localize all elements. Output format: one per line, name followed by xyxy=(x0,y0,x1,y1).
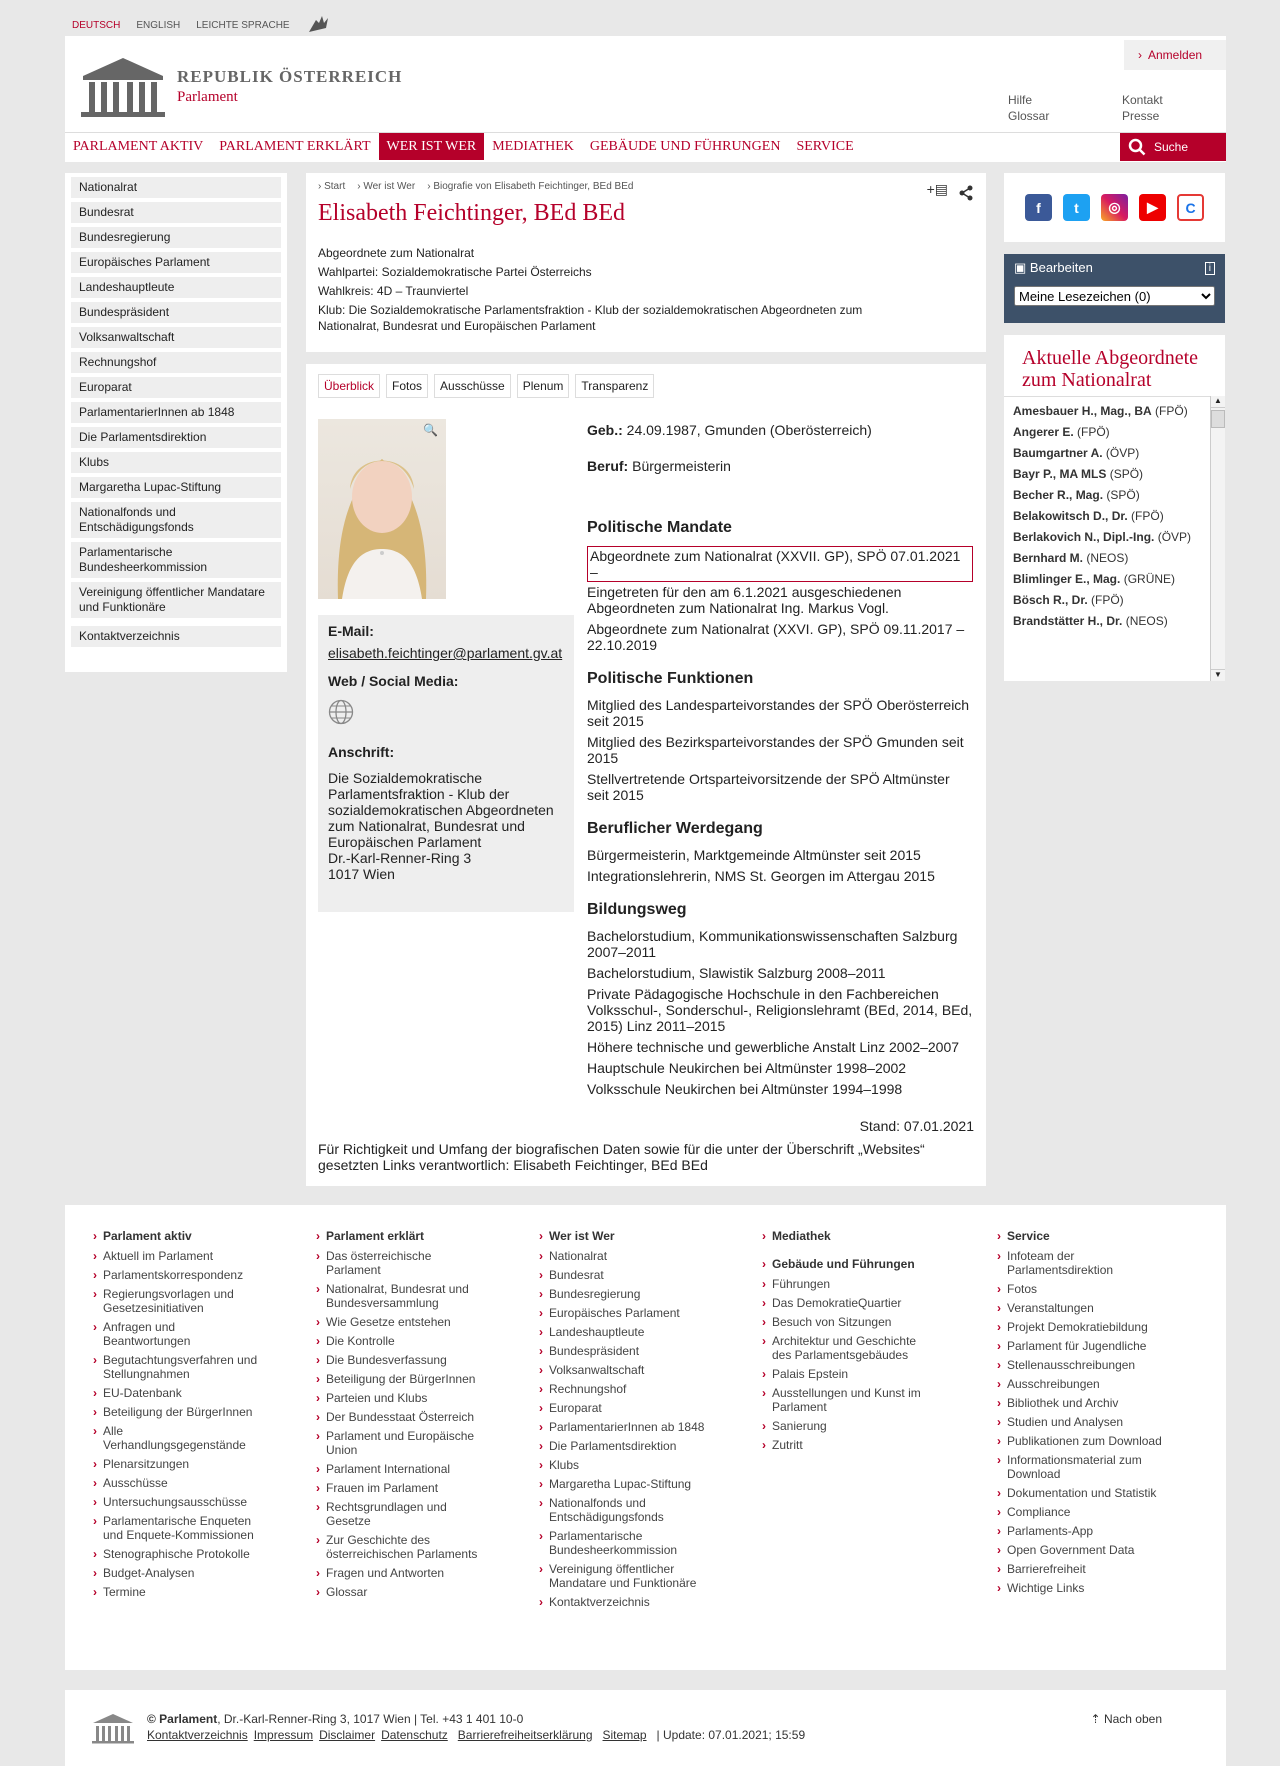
footer-link[interactable]: › Budget-Analysen xyxy=(93,1566,263,1580)
address-label: Anschrift: xyxy=(328,744,395,760)
lang-de[interactable]: DEUTSCH xyxy=(72,20,121,31)
footer-link[interactable]: › Führungen xyxy=(762,1277,932,1291)
search-button[interactable] xyxy=(1120,133,1226,161)
sidebar-item[interactable]: Die Parlamentsdirektion xyxy=(71,427,281,448)
breadcrumb-wer-ist-wer[interactable]: › Wer ist Wer xyxy=(357,181,416,192)
bookmarks-select[interactable] xyxy=(1014,286,1215,306)
mandate-item: Abgeordnete zum Nationalrat (XXVII. GP), SPÖ 07.01.2021 – xyxy=(587,546,973,582)
copyright: © Parlament xyxy=(147,1712,218,1726)
footer-link[interactable]: › Informationsmaterial zum Download xyxy=(997,1453,1177,1481)
footer-link[interactable]: › Zur Geschichte des österreichischen Parlaments xyxy=(316,1533,486,1561)
update-info: | Update: 07.01.2021; 15:59 xyxy=(656,1728,806,1742)
education-item: Private Pädagogische Hochschule in den Fachbereichen Volksschul-, Sonderschul-, Religionslehramt (BEd, 2014, BEd, 2015) Linz 2011–2015 xyxy=(587,986,973,1034)
sidebar-item[interactable]: Volksanwaltschaft xyxy=(71,327,281,348)
footer-link[interactable]: › Bundesregierung xyxy=(539,1287,709,1301)
sidebar-item[interactable]: Europarat xyxy=(71,377,281,398)
born-value: 24.09.1987, Gmunden (Oberösterreich) xyxy=(622,422,872,438)
tab-fotos[interactable]: Fotos xyxy=(386,374,428,398)
footer-link[interactable]: › Bundespräsident xyxy=(539,1344,709,1358)
function-item: Stellvertretende Ortsparteivorsitzende der SPÖ Altmünster seit 2015 xyxy=(587,771,950,803)
footer-column xyxy=(93,1229,293,1604)
footer-link[interactable]: › Palais Epstein xyxy=(762,1367,932,1381)
footer-link[interactable]: › Barrierefreiheit xyxy=(997,1562,1177,1576)
footer-link[interactable]: › Parlamentskorrespondenz xyxy=(93,1268,263,1282)
logo-subtitle: Parlament xyxy=(177,88,238,105)
list-item[interactable]: Belakowitsch D., Dr. (FPÖ) xyxy=(1013,509,1164,523)
function-item: Mitglied des Landesparteivorstandes der SPÖ Oberösterreich seit 2015 xyxy=(587,697,970,729)
footer-column xyxy=(316,1229,516,1604)
current-members-title: Aktuelle Abgeordnete zum Nationalrat xyxy=(1022,347,1199,391)
education-item: Bachelorstudium, Kommunikationswissenschaften Salzburg 2007–2011 xyxy=(587,928,958,960)
sidebar-item[interactable]: Nationalfonds und Entschädigungsfonds xyxy=(71,502,281,538)
mandate-item: Abgeordnete zum Nationalrat (XXVI. GP), SPÖ 09.11.2017 – 22.10.2019 xyxy=(587,621,965,653)
functions-heading: Politische Funktionen xyxy=(587,670,754,687)
bottom-link[interactable]: Impressum xyxy=(253,1728,314,1742)
footer-column xyxy=(997,1229,1197,1600)
footer-link[interactable]: › Dokumentation und Statistik xyxy=(997,1486,1177,1500)
footer-link[interactable]: › Parlamentarische Bundesheerkommission xyxy=(539,1529,709,1557)
parliament-building-icon xyxy=(79,54,167,118)
edit-label: Bearbeiten xyxy=(1029,260,1093,275)
footer-column xyxy=(539,1229,739,1614)
footer-link[interactable]: › Anfragen und Beantwortungen xyxy=(93,1320,263,1348)
responsibility-note: Für Richtigkeit und Umfang der biografischen Daten sowie für die unter der Überschrift „Websites“ gesetzten Links verantwortlich: Elisabeth Feichtinger, BEd BEd xyxy=(318,1141,925,1173)
footer-heading[interactable]: › Parlament aktiv xyxy=(93,1229,293,1243)
breadcrumb-start[interactable]: › Start xyxy=(318,181,346,192)
nav-gebaeude[interactable]: GEBÄUDE UND FÜHRUNGEN xyxy=(589,139,781,154)
footer-link[interactable]: › EU-Datenbank xyxy=(93,1386,263,1400)
social-links xyxy=(1004,173,1225,242)
login-label: Anmelden xyxy=(1148,48,1203,62)
footer-link[interactable]: › Parlamentarische Enqueten und Enquete-Kommissionen xyxy=(93,1514,263,1542)
footer-link[interactable]: › Beteiligung der BürgerInnen xyxy=(316,1372,486,1386)
search-icon xyxy=(1128,138,1146,156)
footer-link[interactable]: › Veranstaltungen xyxy=(997,1301,1177,1315)
sidebar-item[interactable]: Nationalrat xyxy=(71,177,281,198)
footer-link[interactable]: › Rechnungshof xyxy=(539,1382,709,1396)
bio-header xyxy=(306,173,986,352)
bio-role: Abgeordnete zum Nationalrat xyxy=(318,246,475,260)
education-item: Hauptschule Neukirchen bei Altmünster 1998–2002 xyxy=(587,1060,907,1076)
education-heading: Bildungsweg xyxy=(587,901,687,918)
footer-heading[interactable]: › Mediathek xyxy=(762,1229,962,1243)
footer-link[interactable]: › Bibliothek und Archiv xyxy=(997,1396,1177,1410)
footer-link[interactable]: › Rechtsgrundlagen und Gesetze xyxy=(316,1500,486,1528)
footer-link[interactable]: › Nationalrat, Bundesrat und Bundesversammlung xyxy=(316,1282,486,1310)
footer-link[interactable]: › Plenarsitzungen xyxy=(93,1457,263,1471)
list-item[interactable]: Bernhard M. (NEOS) xyxy=(1013,551,1129,565)
sidebar-item[interactable]: Klubs xyxy=(71,452,281,473)
footer-link[interactable]: › Kontaktverzeichnis xyxy=(539,1595,709,1609)
bio-party: Wahlpartei: Sozialdemokratische Partei Österreichs xyxy=(318,265,592,279)
job-label: Beruf: xyxy=(587,458,629,474)
mandates-heading: Politische Mandate xyxy=(587,519,732,536)
footer-heading[interactable]: › Wer ist Wer xyxy=(539,1229,739,1243)
footer-link[interactable]: › Termine xyxy=(93,1585,263,1599)
email-link[interactable]: elisabeth.feichtinger@parlament.gv.at xyxy=(328,645,563,661)
parlament-logo[interactable] xyxy=(79,54,402,118)
footer-link[interactable]: › Begutachtungsverfahren und Stellungnahmen xyxy=(93,1353,263,1381)
footer-link[interactable]: › Open Government Data xyxy=(997,1543,1177,1557)
scroll-up-icon[interactable]: ▲ xyxy=(1211,396,1225,408)
footer-link[interactable]: › Die Parlamentsdirektion xyxy=(539,1439,709,1453)
glossary-link[interactable]: Glossar xyxy=(1008,109,1050,123)
footer-link[interactable]: › Aktuell im Parlament xyxy=(93,1249,263,1263)
sidebar-item[interactable]: Kontaktverzeichnis xyxy=(71,626,281,647)
tab-transparenz[interactable]: Transparenz xyxy=(575,374,654,398)
footer-link[interactable]: › Die Bundesverfassung xyxy=(316,1353,486,1367)
scroll-down-icon[interactable]: ▼ xyxy=(1211,669,1225,681)
channel-icon[interactable]: C xyxy=(1177,194,1204,221)
footer-link[interactable]: › ParlamentarierInnen ab 1848 xyxy=(539,1420,709,1434)
footer-link[interactable]: › Margaretha Lupac-Stiftung xyxy=(539,1477,709,1491)
last-updated: Stand: 07.01.2021 xyxy=(859,1118,974,1134)
footer-column xyxy=(762,1229,962,1457)
list-item[interactable]: Berlakovich N., Dipl.-Ing. (ÖVP) xyxy=(1013,530,1192,544)
bio-details xyxy=(587,422,975,1102)
career-heading: Beruflicher Werdegang xyxy=(587,820,763,837)
info-icon[interactable]: i xyxy=(1205,262,1215,275)
sidebar-item[interactable]: ParlamentarierInnen ab 1848 xyxy=(71,402,281,423)
footer-link[interactable]: › Das DemokratieQuartier xyxy=(762,1296,932,1310)
footer-link[interactable]: › Projekt Demokratiebildung xyxy=(997,1320,1177,1334)
footer-link[interactable]: › Zutritt xyxy=(762,1438,932,1452)
sidebar-item[interactable]: Rechnungshof xyxy=(71,352,281,373)
contact-box xyxy=(318,615,574,912)
footer-heading[interactable]: › Gebäude und Führungen xyxy=(762,1257,962,1271)
footer-link[interactable]: › Parlaments-App xyxy=(997,1524,1177,1538)
tab-ueberblick[interactable]: Überblick xyxy=(318,374,380,398)
list-item[interactable]: Brandstätter H., Dr. (NEOS) xyxy=(1013,614,1168,628)
footer-link[interactable]: › Ausschüsse xyxy=(93,1476,263,1490)
list-item[interactable]: Becher R., Mag. (SPÖ) xyxy=(1013,488,1140,502)
bottom-link[interactable]: Sitemap xyxy=(602,1728,647,1742)
zoom-icon[interactable]: 🔍 xyxy=(423,423,438,437)
list-item[interactable]: Bayr P., MA MLS (SPÖ) xyxy=(1013,467,1144,481)
instagram-icon[interactable]: ◎ xyxy=(1101,194,1128,221)
bottom-link[interactable]: Kontaktverzeichnis xyxy=(147,1728,248,1742)
footer-link[interactable]: › Fotos xyxy=(997,1282,1177,1296)
footer-link[interactable]: › Nationalfonds und Entschädigungsfonds xyxy=(539,1496,709,1524)
nav-wer-ist-wer[interactable]: WER IST WER xyxy=(379,133,485,160)
sidebar-item[interactable]: Parlamentarische Bundesheerkommission xyxy=(71,542,281,578)
footer-link[interactable]: › Parteien und Klubs xyxy=(316,1391,486,1405)
function-item: Mitglied des Bezirksparteivorstandes der SPÖ Gmunden seit 2015 xyxy=(587,734,964,766)
edit-panel xyxy=(1004,254,1225,323)
sidebar-item[interactable]: Margaretha Lupac-Stiftung xyxy=(71,477,281,498)
sidebar-item[interactable]: Bundesrat xyxy=(71,202,281,223)
share-icon[interactable] xyxy=(958,185,974,206)
footer-link[interactable]: › Infoteam der Parlamentsdirektion xyxy=(997,1249,1177,1277)
parliament-building-icon xyxy=(91,1712,135,1744)
footer-link[interactable]: › Glossar xyxy=(316,1585,486,1599)
footer-link[interactable]: › Fragen und Antworten xyxy=(316,1566,486,1580)
scrollbar[interactable] xyxy=(1210,396,1225,681)
login-button[interactable]: › Anmelden xyxy=(1124,40,1226,70)
back-to-top-link[interactable]: ⇡ Nach oben xyxy=(1090,1712,1162,1726)
sidebar-item[interactable]: Bundesregierung xyxy=(71,227,281,248)
lang-easy[interactable]: LEICHTE SPRACHE xyxy=(196,20,290,31)
footer-link[interactable]: › Besuch von Sitzungen xyxy=(762,1315,932,1329)
portrait-photo[interactable] xyxy=(318,419,446,599)
bottom-link[interactable]: Disclaimer xyxy=(319,1728,376,1742)
email-label: E-Mail: xyxy=(328,623,374,639)
footer-link[interactable]: › Klubs xyxy=(539,1458,709,1472)
footer-link[interactable]: › Studien und Analysen xyxy=(997,1415,1177,1429)
footer-link[interactable]: › Vereinigung öffentlicher Mandatare und Funktionäre xyxy=(539,1562,709,1590)
footer-link[interactable]: › Ausschreibungen xyxy=(997,1377,1177,1391)
list-item[interactable]: Bösch R., Dr. (FPÖ) xyxy=(1013,593,1124,607)
footer-link[interactable]: › Compliance xyxy=(997,1505,1177,1519)
lang-en[interactable]: ENGLISH xyxy=(136,20,181,31)
mandate-item: Eingetreten für den am 6.1.2021 ausgeschiedenen Abgeordneten zum Nationalrat Ing. Markus Vogl. xyxy=(587,584,902,616)
address: Die Sozialdemokratische Parlamentsfraktion - Klub der sozialdemokratischen Abgeordneten zum Nationalrat, Bundesrat und Europäischen Parlament Dr.-Karl-Renner-Ring 3 1017 Wien xyxy=(328,770,554,882)
web-label: Web / Social Media: xyxy=(328,673,459,689)
nav-parlament-aktiv[interactable]: PARLAMENT AKTIV xyxy=(73,139,204,154)
facebook-icon[interactable]: f xyxy=(1025,194,1052,221)
footer-link[interactable]: › Alle Verhandlungsgegenstände xyxy=(93,1424,263,1452)
bookmark-icon: ▣ xyxy=(1014,260,1027,275)
bio-district: Wahlkreis: 4D – Traunviertel xyxy=(318,284,469,298)
footer-heading[interactable]: › Parlament erklärt xyxy=(316,1229,516,1243)
footer-link[interactable]: › Regierungsvorlagen und Gesetzesinitiativen xyxy=(93,1287,263,1315)
bottom-bar xyxy=(65,1690,1226,1766)
footer-link[interactable]: › Europäisches Parlament xyxy=(539,1306,709,1320)
sidebar-item[interactable]: Bundespräsident xyxy=(71,302,281,323)
scroll-thumb[interactable] xyxy=(1211,410,1225,428)
footer-link[interactable]: › Das österreichische Parlament xyxy=(316,1249,486,1277)
tab-ausschuesse[interactable]: Ausschüsse xyxy=(434,374,511,398)
logo-title: REPUBLIK ÖSTERREICH xyxy=(177,66,403,86)
footer-heading[interactable]: › Service xyxy=(997,1229,1197,1243)
footer-link[interactable]: › Parlament International xyxy=(316,1462,486,1476)
contact-link[interactable]: Kontakt xyxy=(1122,93,1163,107)
footer-link[interactable]: › Stellenausschreibungen xyxy=(997,1358,1177,1372)
current-members-panel xyxy=(1004,335,1225,681)
bottom-link[interactable]: Barrierefreiheitserklärung xyxy=(457,1728,593,1742)
sidebar-nav xyxy=(65,173,287,672)
footer-link[interactable]: › Sanierung xyxy=(762,1419,932,1433)
list-item[interactable]: Baumgartner A. (ÖVP) xyxy=(1013,446,1140,460)
bottom-address: , Dr.-Karl-Renner-Ring 3, 1017 Wien | Tel. +43 1 401 10-0 xyxy=(217,1712,524,1726)
sign-language-icon[interactable] xyxy=(306,14,332,37)
globe-icon[interactable] xyxy=(328,699,564,728)
press-link[interactable]: Presse xyxy=(1122,109,1160,123)
footer-link[interactable]: › Beteiligung der BürgerInnen xyxy=(93,1405,263,1419)
sidebar-item[interactable]: Vereinigung öffentlicher Mandatare und Funktionäre xyxy=(71,582,281,618)
born-label: Geb.: xyxy=(587,422,623,438)
breadcrumb xyxy=(318,181,974,192)
footer-link[interactable]: › Die Kontrolle xyxy=(316,1334,486,1348)
main-nav xyxy=(65,132,1226,160)
youtube-icon[interactable]: ▶ xyxy=(1139,194,1166,221)
footer-link[interactable]: › Landeshauptleute xyxy=(539,1325,709,1339)
list-item[interactable]: Amesbauer H., Mag., BA (FPÖ) xyxy=(1013,404,1188,418)
list-item[interactable]: Angerer E. (FPÖ) xyxy=(1013,425,1110,439)
page-title: Elisabeth Feichtinger, BEd BEd xyxy=(318,200,625,226)
members-list xyxy=(1004,396,1225,681)
footer-link[interactable]: › Bundesrat xyxy=(539,1268,709,1282)
tab-bar xyxy=(318,374,974,398)
footer-link[interactable]: › Frauen im Parlament xyxy=(316,1481,486,1495)
footer-link[interactable]: › Wie Gesetze entstehen xyxy=(316,1315,486,1329)
nav-mediathek[interactable]: MEDIATHEK xyxy=(492,139,574,154)
sidebar-item[interactable]: Landeshauptleute xyxy=(71,277,281,298)
footer-link[interactable]: › Ausstellungen und Kunst im Parlament xyxy=(762,1386,932,1414)
job-value: Bürgermeisterin xyxy=(628,458,731,474)
bookmark-add-icon[interactable]: +▤ xyxy=(926,181,948,197)
bio-club: Klub: Die Sozialdemokratische Parlamentsfraktion - Klub der sozialdemokratischen Abgeordneten zum Nationalrat, Bundesrat und Europäischen Parlament xyxy=(318,303,863,333)
list-item[interactable]: Blimlinger E., Mag. (GRÜNE) xyxy=(1013,572,1176,586)
footer-link[interactable]: › Wichtige Links xyxy=(997,1581,1177,1595)
footer-link[interactable]: › Europarat xyxy=(539,1401,709,1415)
education-item: Bachelorstudium, Slawistik Salzburg 2008–2011 xyxy=(587,965,886,981)
education-item: Höhere technische und gewerbliche Anstalt Linz 2002–2007 xyxy=(587,1039,960,1055)
education-item: Volksschule Neukirchen bei Altmünster 1994–1998 xyxy=(587,1081,903,1097)
footer-link[interactable]: › Stenographische Protokolle xyxy=(93,1547,263,1561)
footer-link[interactable]: › Untersuchungsausschüsse xyxy=(93,1495,263,1509)
footer-link[interactable]: › Parlament und Europäische Union xyxy=(316,1429,486,1457)
footer-sitemap xyxy=(65,1205,1226,1670)
career-item: Bürgermeisterin, Marktgemeinde Altmünster seit 2015 xyxy=(587,847,921,863)
footer-link[interactable]: › Nationalrat xyxy=(539,1249,709,1263)
twitter-icon[interactable]: t xyxy=(1063,194,1090,221)
nav-parlament-erklaert[interactable]: PARLAMENT ERKLÄRT xyxy=(219,139,371,154)
search-label: Suche xyxy=(1154,140,1189,154)
sidebar-item[interactable]: Europäisches Parlament xyxy=(71,252,281,273)
tab-plenum[interactable]: Plenum xyxy=(517,374,570,398)
footer-link[interactable]: › Publikationen zum Download xyxy=(997,1434,1177,1448)
help-link[interactable]: Hilfe xyxy=(1008,93,1033,107)
footer-link[interactable]: › Parlament für Jugendliche xyxy=(997,1339,1177,1353)
career-item: Integrationslehrerin, NMS St. Georgen im Attergau 2015 xyxy=(587,868,935,884)
bio-main xyxy=(306,364,986,1186)
header xyxy=(65,36,1226,162)
language-bar xyxy=(72,14,332,37)
breadcrumb-current: › Biografie von Elisabeth Feichtinger, BEd BEd xyxy=(427,181,634,192)
nav-service[interactable]: SERVICE xyxy=(796,139,854,154)
footer-link[interactable]: › Volksanwaltschaft xyxy=(539,1363,709,1377)
bottom-link[interactable]: Datenschutz xyxy=(381,1728,448,1742)
footer-link[interactable]: › Der Bundesstaat Österreich xyxy=(316,1410,486,1424)
footer-link[interactable]: › Architektur und Geschichte des Parlamentsgebäudes xyxy=(762,1334,932,1362)
arrow-up-icon: ⇡ xyxy=(1090,1712,1101,1726)
